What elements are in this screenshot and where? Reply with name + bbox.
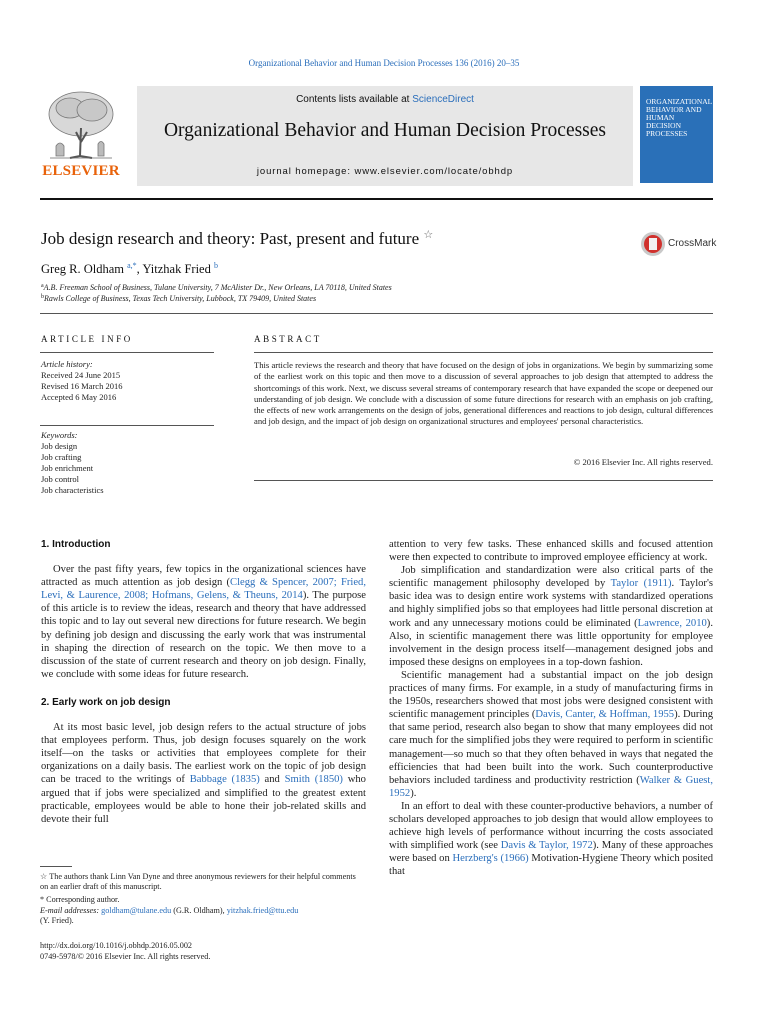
journal-cover-thumbnail[interactable] (640, 86, 713, 183)
text-run: ). The purpose of this article is to review the ideas, research and theory that have addressed this topic and to lay out several new directions for future research. We begin by defining job design and discussing the early work that was instrumental in shaping the direction of research on the topic. We then move to a discussion of the state of current research and theory on job design. Finally, we conclude with some ideas for future research. (41, 590, 367, 680)
footnote-star-mark: ☆ (40, 872, 48, 881)
right-paragraph (389, 669, 713, 800)
section2-heading: 2. Early work on job design (41, 696, 171, 708)
text-run: Job simplification and standardization were also critical parts of the scientific management philosophy developed by (389, 565, 713, 590)
footnote-corresponding (40, 895, 366, 905)
keywords-rule (40, 425, 214, 426)
citation-link[interactable]: Herzberg's (1966) (452, 853, 529, 865)
affiliation-a (41, 283, 392, 292)
issn-line: 0749-5978/© 2016 Elsevier Inc. All rights reserved. (40, 952, 211, 961)
text-run: ). Also, in scientific management there was little opportunity for employee involvement in the design process itself—management designed jobs and imposed these designs on employees in a top-down fashion. (389, 617, 713, 668)
section1-paragraph (41, 563, 366, 681)
text-run: ). Many of these approaches were based on (389, 840, 713, 865)
text-run: Scientific management had a substantial impact on the job design practices of many firms. For example, in a study of manufacturing firms in the 1950s, researchers showed that most jobs were designed consistent with scientific management principles ( (389, 669, 713, 721)
keyword-item: Job characteristics (41, 485, 104, 495)
article-info-rule (40, 352, 214, 353)
text-run: At its most basic level, job design refers to the actual structure of jobs that employees perform. Thus, job design focuses squarely on the work itself—on the tasks or activities that employees complete for their organizations on a daily basis. The earliest work on the topic of job design can be traced to the writings of (41, 722, 366, 786)
citation-link[interactable]: Clegg & Spencer, 2007; Fried, Levi, & Laurence, 2008; Hofmans, Gelens, & Theuns, 2014 (41, 577, 366, 602)
section2-paragraph (41, 721, 366, 826)
journal-title: Organizational Behavior and Human Decision Processes (163, 120, 607, 141)
affiliation-b (41, 294, 316, 303)
crossmark-label: CrossMark (668, 238, 717, 249)
keyword-item: Job crafting (41, 452, 82, 462)
right-paragraph (389, 564, 713, 669)
history-accepted: Accepted 6 May 2016 (41, 392, 117, 402)
keyword-item: Job control (41, 474, 80, 484)
abstract-text: This article reviews the research and theory that have focused on the design of jobs in organizations. We begin by summarizing some of the earliest work on this topic and then move to a discussion of several approaches to job design that attempted to address the shortcomings of this work. Next, we discuss several streams of contemporary research that have expanded the scope or deepened our understanding of job design. We conclude with a discussion of some future directions for research with an emphasis on job crafting, the effects of new work arrangements on the design of jobs, generational differences and reactions to job design, cultural differences and job design, and the impact of job design on organizational structures and employees' personal characteristics. (254, 360, 713, 427)
text-run: Motivation-Hygiene Theory which posited that (389, 853, 713, 878)
text-run: ). (410, 787, 417, 799)
author-separator: , (136, 262, 143, 276)
journal-reference[interactable]: Organizational Behavior and Human Decision Processes 136 (2016) 20–35 (248, 58, 520, 68)
footnote-corresponding-text: Corresponding author. (46, 895, 120, 904)
affiliation-a-text: A.B. Freeman School of Business, Tulane University, 7 McAlister Dr., New Orleans, LA 70118, United States (43, 283, 392, 292)
text-run: who argued that if jobs were specialized and simplified to the greatest extent practicable, employees would be able to hone their job-related skills and devote their full (41, 774, 366, 825)
crossmark-badge[interactable] (640, 230, 716, 258)
history-revised: Revised 16 March 2016 (41, 381, 123, 391)
body-left-column (41, 538, 366, 826)
email-link-oldham[interactable]: goldham@tulane.edu (101, 906, 172, 915)
text-run: ). During that same period, research also began to show that many employees did not care much for the simplified jobs they were required to perform in scientific management—so much so that they often behaved in ways that negated the efficiencies that had been built into the work. Such counterproductive behaviors included tardiness and productivity restriction ( (389, 709, 713, 786)
article-history-label: Article history: (41, 359, 93, 369)
abstract-bottom-rule (254, 480, 713, 481)
section1-heading: 1. Introduction (41, 539, 111, 550)
article-info-heading: ARTICLE INFO (41, 334, 133, 344)
affiliation-b-key: b (41, 294, 44, 300)
abstract-heading: ABSTRACT (254, 334, 322, 344)
text-run: In an effort to deal with these counter-productive behaviors, a number of scholars developed approaches to job design that would allow employees to achieve high levels of performance without incurring the costs associated with simplified work (see (389, 800, 713, 852)
article-history (41, 359, 122, 403)
author2-affiliation-marker[interactable]: b (213, 261, 218, 270)
title-bottom-rule (40, 313, 713, 314)
author-fried: Yitzhak Fried (142, 262, 211, 276)
header-rule (40, 198, 713, 200)
keywords-label: Keywords: (41, 430, 78, 440)
abstract-copyright: © 2016 Elsevier Inc. All rights reserved. (573, 457, 713, 467)
elsevier-wordmark[interactable]: ELSEVIER (42, 163, 120, 179)
citation-link[interactable]: Taylor (1911) (610, 578, 672, 590)
affiliation-b-text: Rawls College of Business, Texas Tech University, Lubbock, TX 79409, United States (44, 294, 317, 303)
citation-link[interactable]: Davis & Taylor, 1972 (500, 840, 593, 852)
cover-title: ORGANIZATIONAL BEHAVIOR AND HUMAN DECISION PROCESSES (646, 97, 712, 138)
keyword-item: Job enrichment (41, 463, 94, 473)
email-name-fried: (Y. Fried). (40, 916, 74, 926)
footnote-star-text: The authors thank Linn Van Dyne and three anonymous reviewers for their helpful comments on an earlier draft of this manuscript. (40, 872, 356, 892)
email-name-oldham: (G.R. Oldham), (171, 906, 227, 915)
body-right-column (389, 538, 713, 878)
footnote-rule (40, 866, 72, 867)
contents-prefix: Contents lists available at (296, 94, 413, 105)
text-run: and (259, 774, 285, 786)
citation-link[interactable]: Walker & Guest, 1952 (389, 774, 713, 799)
history-received: Received 24 June 2015 (41, 370, 121, 380)
doi-link[interactable]: http://dx.doi.org/10.1016/j.obhdp.2016.05.002 (40, 941, 193, 950)
journal-homepage[interactable]: journal homepage: www.elsevier.com/locate/obhdp (256, 166, 514, 177)
author-oldham: Greg R. Oldham (41, 262, 124, 276)
footnote-asterisk: * (40, 895, 45, 904)
keyword-item: Job design (41, 441, 78, 451)
keywords-list (41, 430, 104, 496)
email-label: E-mail addresses: (40, 906, 102, 915)
footnote-emails (40, 906, 366, 927)
text-run: Over the past fifty years, few topics in the organizational sciences have attracted as much attention as job design ( (41, 564, 366, 589)
abstract-rule (254, 352, 713, 353)
right-paragraph: attention to very few tasks. These enhanced skills and focused attention were then expected to contribute to improved employee efficiency at work. (389, 539, 713, 564)
citation-link[interactable]: Davis, Canter, & Hoffman, 1955 (535, 709, 675, 721)
article-title (41, 228, 433, 249)
author1-affiliation-marker[interactable]: a,* (127, 261, 137, 270)
author-line (41, 261, 218, 277)
sciencedirect-link[interactable]: ScienceDirect (412, 94, 474, 105)
footnote-acknowledgement (40, 872, 366, 893)
email-link-fried[interactable]: yitzhak.fried@ttu.edu (226, 906, 299, 915)
article-title-text: Job design research and theory: Past, present and future (41, 229, 420, 248)
affiliation-a-key: a (41, 283, 44, 289)
citation-link[interactable]: Smith (1850) (284, 774, 343, 786)
contents-line (137, 94, 633, 105)
text-run: . Taylor's basic idea was to design entire work systems with standardized operations and highly simplified jobs so that employees had little personal discretion at work and any unnecessary motions could be eliminated ( (389, 578, 713, 629)
right-paragraph (389, 800, 713, 879)
citation-link[interactable]: Babbage (1835) (189, 774, 260, 786)
citation-link[interactable]: Lawrence, 2010 (637, 617, 707, 629)
title-footnote-star[interactable]: ☆ (423, 229, 434, 241)
